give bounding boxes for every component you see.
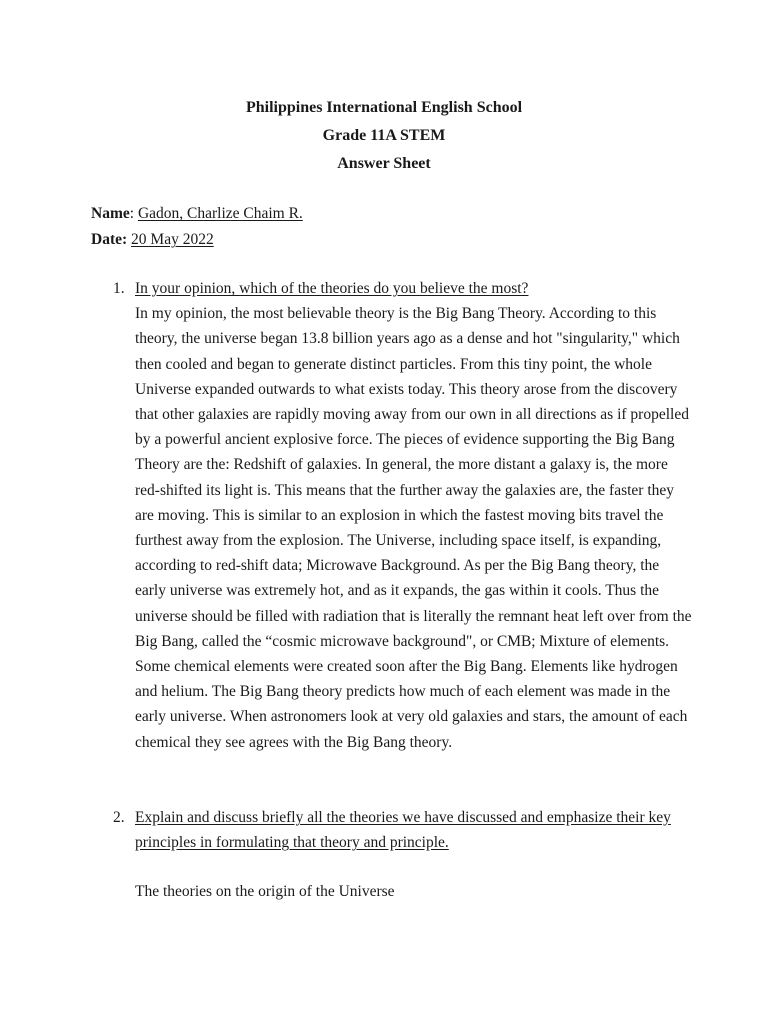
section-subheading: The theories on the origin of the Universe [135, 883, 395, 900]
question-prompt: In your opinion, which of the theories do you believe the most? [135, 280, 529, 297]
question-body [135, 276, 693, 755]
question-answer: In my opinion, the most believable theory is the Big Bang Theory. According to this theory, the universe began 13.8 billion years ago as a dense and hot "singularity," which then cooled and began to generate distinct particles. From this tiny point, the whole Universe expanded outwards to what exists today. This theory arose from the discovery that other galaxies are rapidly moving away from our own in all directions as if propelled by a powerful ancient explosive force. The pieces of evidence supporting the Big Bang Theory are the: Redshift of galaxies. In general, the more distant a galaxy is, the more red-shifted its light is. This means that the further away the galaxies are, the faster they are moving. This is similar to an explosion in which the fastest moving bits travel the furthest away from the explosion. The Universe, including space itself, is expanding, according to red-shift data; Microwave Background. As per the Big Bang theory, the early universe was extremely hot, and as it expands, the gas within it cools. Thus the universe should be filled with radiation that is literally the remnant heat left over from the Big Bang, called the “cosmic microwave background", or CMB; Mixture of elements. Some chemical elements were created soon after the Big Bang. Elements like hydrogen and helium. The Big Bang theory predicts how much of each element was made in the early universe. When astronomers look at very old galaxies and stars, the amount of each chemical they see agrees with the Big Bang theory. [135, 305, 692, 751]
date-label: Date: [91, 231, 128, 248]
date-value: 20 May 2022 [131, 231, 214, 248]
question-number: 1. [113, 280, 125, 297]
question-2 [113, 805, 693, 855]
sheet-title: Answer Sheet [337, 155, 431, 172]
student-info [91, 201, 303, 253]
question-1 [113, 276, 693, 755]
question-prompt: Explain and discuss briefly all the theories we have discussed and emphasize their key principles in formulating that theory and principle. [135, 809, 671, 852]
document-header [0, 94, 768, 178]
date-row [91, 227, 303, 253]
name-label: Name [91, 205, 130, 222]
question-body [135, 805, 693, 855]
grade-section: Grade 11A STEM [322, 127, 446, 144]
name-row: Name: Gadon, Charlize Chaim R. [91, 205, 303, 222]
question-number: 2. [113, 809, 125, 826]
name-value: Gadon, Charlize Chaim R. [137, 205, 303, 222]
school-name: Philippines International English School [245, 99, 523, 116]
